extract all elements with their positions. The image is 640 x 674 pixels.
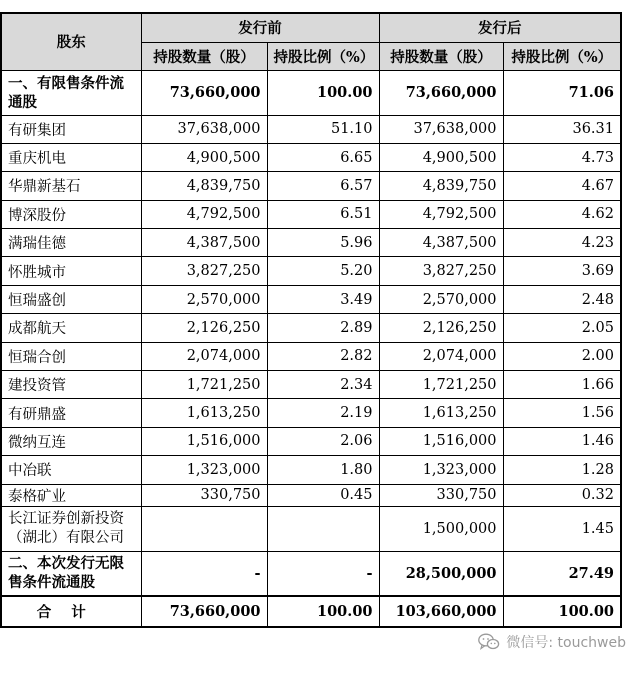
cell-ratio-after: 36.31 bbox=[503, 115, 621, 143]
cell-qty-after: 1,613,250 bbox=[379, 399, 503, 427]
cell-ratio-after: 3.69 bbox=[503, 257, 621, 285]
cell-qty-before: 1,613,250 bbox=[141, 399, 267, 427]
cell-ratio-after: 4.23 bbox=[503, 229, 621, 257]
cell-total-qty-before: 73,660,000 bbox=[141, 596, 267, 627]
total-row bbox=[1, 596, 621, 627]
cell-qty-after: 3,827,250 bbox=[379, 257, 503, 285]
header-row-1 bbox=[1, 13, 621, 42]
cell-ratio-after: 4.67 bbox=[503, 172, 621, 200]
header-ratio-before: 持股比例（%） bbox=[267, 42, 379, 70]
table-row bbox=[1, 172, 621, 200]
table-row bbox=[1, 314, 621, 342]
cell-ratio-after: 2.05 bbox=[503, 314, 621, 342]
cell-ratio-after: 1.28 bbox=[503, 456, 621, 484]
cell-ratio-before: 2.06 bbox=[267, 427, 379, 455]
cell-ratio-before: 6.51 bbox=[267, 200, 379, 228]
cell-qty-before: 4,387,500 bbox=[141, 229, 267, 257]
cell-qty-before: 4,839,750 bbox=[141, 172, 267, 200]
cell-qty-after: 2,570,000 bbox=[379, 285, 503, 313]
cell-qty-before: 1,516,000 bbox=[141, 427, 267, 455]
header-after-issue: 发行后 bbox=[379, 13, 621, 42]
cell-ratio-after: 1.46 bbox=[503, 427, 621, 455]
cell-qty-after: 4,387,500 bbox=[379, 229, 503, 257]
cell-shareholder: 长江证券创新投资（湖北）有限公司 bbox=[1, 506, 141, 551]
cell-shareholder: 二、本次发行无限售条件流通股 bbox=[1, 551, 141, 596]
cell-shareholder: 华鼎新基石 bbox=[1, 172, 141, 200]
cell-ratio-before: 0.45 bbox=[267, 484, 379, 506]
cell-qty-after: 1,500,000 bbox=[379, 506, 503, 551]
table-row bbox=[1, 200, 621, 228]
cell-ratio-before bbox=[267, 506, 379, 551]
header-shareholder: 股东 bbox=[1, 13, 141, 70]
cell-shareholder: 泰格矿业 bbox=[1, 484, 141, 506]
table-row bbox=[1, 70, 621, 115]
table-row bbox=[1, 399, 621, 427]
cell-shareholder: 有研集团 bbox=[1, 115, 141, 143]
header-qty-before: 持股数量（股） bbox=[141, 42, 267, 70]
cell-shareholder: 一、有限售条件流通股 bbox=[1, 70, 141, 115]
cell-ratio-before: 2.82 bbox=[267, 342, 379, 370]
cell-qty-after: 1,721,250 bbox=[379, 371, 503, 399]
cell-qty-after: 330,750 bbox=[379, 484, 503, 506]
cell-qty-before: - bbox=[141, 551, 267, 596]
cell-total-label: 合计 bbox=[1, 596, 141, 627]
cell-qty-before: 330,750 bbox=[141, 484, 267, 506]
table-row bbox=[1, 427, 621, 455]
cell-ratio-after: 4.73 bbox=[503, 143, 621, 171]
cell-ratio-before: 51.10 bbox=[267, 115, 379, 143]
cell-ratio-after: 1.56 bbox=[503, 399, 621, 427]
cell-ratio-after: 2.48 bbox=[503, 285, 621, 313]
cell-ratio-after: 2.00 bbox=[503, 342, 621, 370]
cell-qty-after: 1,323,000 bbox=[379, 456, 503, 484]
cell-ratio-before: - bbox=[267, 551, 379, 596]
cell-shareholder: 恒瑞合创 bbox=[1, 342, 141, 370]
table-row bbox=[1, 506, 621, 551]
share-structure-table bbox=[0, 12, 622, 628]
watermark-text: 微信号: touchweb bbox=[506, 635, 626, 651]
cell-shareholder: 有研鼎盛 bbox=[1, 399, 141, 427]
cell-qty-before: 4,900,500 bbox=[141, 143, 267, 171]
cell-qty-after: 2,074,000 bbox=[379, 342, 503, 370]
cell-ratio-after: 27.49 bbox=[503, 551, 621, 596]
cell-ratio-after: 1.45 bbox=[503, 506, 621, 551]
header-ratio-after: 持股比例（%） bbox=[503, 42, 621, 70]
cell-ratio-before: 2.34 bbox=[267, 371, 379, 399]
cell-qty-before: 2,126,250 bbox=[141, 314, 267, 342]
cell-total-ratio-before: 100.00 bbox=[267, 596, 379, 627]
table-row bbox=[1, 551, 621, 596]
table-row bbox=[1, 115, 621, 143]
cell-shareholder: 微纳互连 bbox=[1, 427, 141, 455]
cell-ratio-after: 0.32 bbox=[503, 484, 621, 506]
cell-qty-after: 4,900,500 bbox=[379, 143, 503, 171]
cell-qty-after: 28,500,000 bbox=[379, 551, 503, 596]
cell-qty-before: 3,827,250 bbox=[141, 257, 267, 285]
cell-total-ratio-after: 100.00 bbox=[503, 596, 621, 627]
table-row bbox=[1, 371, 621, 399]
cell-ratio-after: 71.06 bbox=[503, 70, 621, 115]
wechat-icon bbox=[478, 633, 500, 651]
cell-shareholder: 恒瑞盛创 bbox=[1, 285, 141, 313]
table-row bbox=[1, 229, 621, 257]
cell-qty-after: 2,126,250 bbox=[379, 314, 503, 342]
cell-qty-after: 73,660,000 bbox=[379, 70, 503, 115]
cell-qty-before: 37,638,000 bbox=[141, 115, 267, 143]
table-row bbox=[1, 143, 621, 171]
cell-total-qty-after: 103,660,000 bbox=[379, 596, 503, 627]
cell-qty-before: 73,660,000 bbox=[141, 70, 267, 115]
cell-qty-before bbox=[141, 506, 267, 551]
cell-ratio-before: 2.89 bbox=[267, 314, 379, 342]
cell-ratio-after: 1.66 bbox=[503, 371, 621, 399]
cell-shareholder: 满瑞佳德 bbox=[1, 229, 141, 257]
cell-shareholder: 中冶联 bbox=[1, 456, 141, 484]
cell-shareholder: 博深股份 bbox=[1, 200, 141, 228]
cell-qty-before: 1,323,000 bbox=[141, 456, 267, 484]
header-before-issue: 发行前 bbox=[141, 13, 379, 42]
cell-ratio-before: 6.57 bbox=[267, 172, 379, 200]
table-row bbox=[1, 456, 621, 484]
table-row bbox=[1, 285, 621, 313]
cell-qty-before: 1,721,250 bbox=[141, 371, 267, 399]
cell-qty-after: 1,516,000 bbox=[379, 427, 503, 455]
cell-shareholder: 怀胜城市 bbox=[1, 257, 141, 285]
cell-shareholder: 建投资管 bbox=[1, 371, 141, 399]
cell-ratio-before: 6.65 bbox=[267, 143, 379, 171]
cell-qty-before: 2,570,000 bbox=[141, 285, 267, 313]
watermark bbox=[478, 632, 626, 652]
cell-ratio-before: 3.49 bbox=[267, 285, 379, 313]
cell-qty-after: 4,792,500 bbox=[379, 200, 503, 228]
cell-ratio-before: 100.00 bbox=[267, 70, 379, 115]
cell-qty-after: 37,638,000 bbox=[379, 115, 503, 143]
table-row bbox=[1, 342, 621, 370]
header-qty-after: 持股数量（股） bbox=[379, 42, 503, 70]
cell-ratio-before: 2.19 bbox=[267, 399, 379, 427]
cell-ratio-before: 5.96 bbox=[267, 229, 379, 257]
cell-qty-before: 4,792,500 bbox=[141, 200, 267, 228]
cell-shareholder: 成都航天 bbox=[1, 314, 141, 342]
table-row bbox=[1, 257, 621, 285]
cell-ratio-before: 1.80 bbox=[267, 456, 379, 484]
cell-qty-after: 4,839,750 bbox=[379, 172, 503, 200]
cell-shareholder: 重庆机电 bbox=[1, 143, 141, 171]
table-row bbox=[1, 484, 621, 506]
cell-qty-before: 2,074,000 bbox=[141, 342, 267, 370]
cell-ratio-before: 5.20 bbox=[267, 257, 379, 285]
cell-ratio-after: 4.62 bbox=[503, 200, 621, 228]
